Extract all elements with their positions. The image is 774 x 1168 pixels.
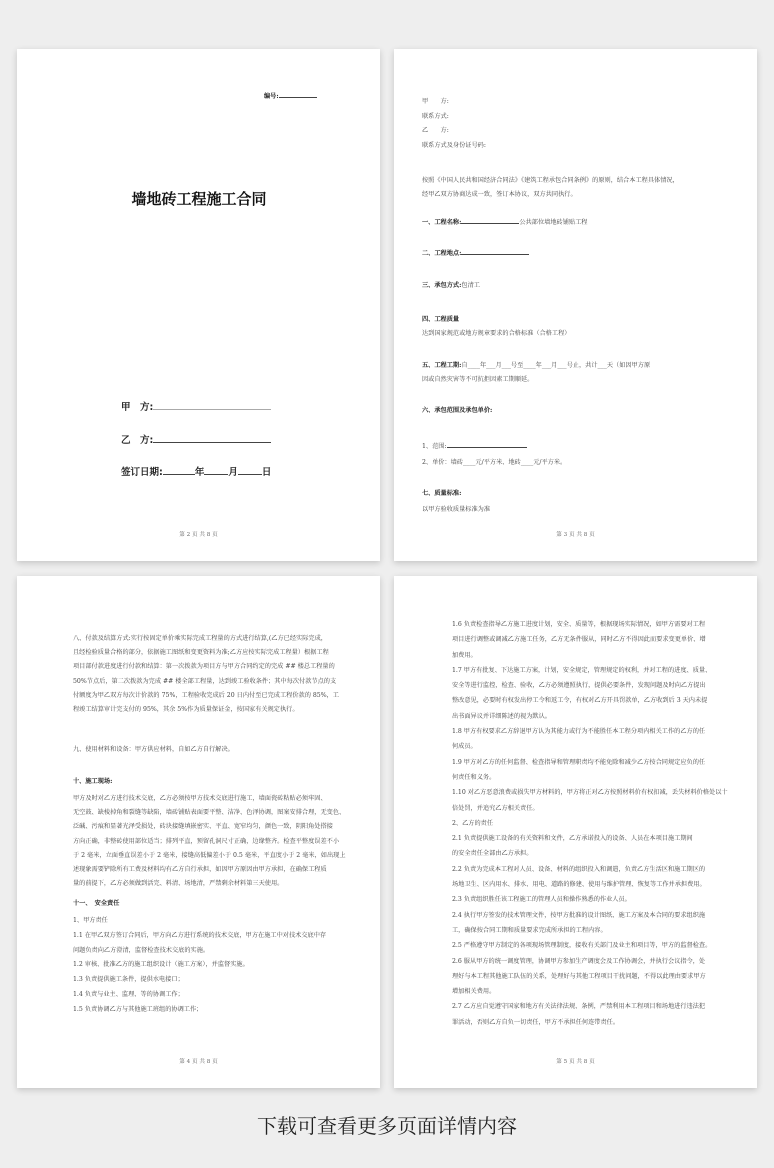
- download-caption: 下载可查看更多页面详情内容: [257, 1114, 517, 1138]
- page-footer: 第 3 页 共 8 页: [556, 532, 595, 538]
- section-3: 三、承包方式:包清工: [422, 282, 480, 289]
- intro-paragraph: 按照《中国人民共和国经济合同法》《建筑工程承包合同条例》的原则，结合本工程具体情况， 经甲乙双方协商达成一致，签订本协议，双方共同执行。: [422, 177, 679, 198]
- page-footer: 第 2 页 共 8 页: [179, 532, 218, 538]
- section-10-text: 甲方及时对乙方进行技术交底，乙方必须按甲方技术交底进行施工，墙面瓷砖粘贴必须牢固、 无空鼓、缺棱掉角和裂缝等缺陷，墙砖铺贴表面要平整、洁净、色泽协调，图案安排合理，无变色、 泛碱、污痕和显著光泽受损处，砖块接缝填嵌密实、平直、宽窄均匀，颜色一致，阴阳角处搭接 方向正确，非整砖使用部位适当；排列平直，预留孔洞尺寸正确，边缘整齐。检查平整度误差不小 于 2 毫米，立面垂直误差小于 2 毫米，接缝高低偏差小于 0.5 毫米，平直度小于 2 毫米，如出现上 述现象需要铲除所有工费及材料均有乙方自行承担，如因甲方原因由甲方承担，在确保工程质 量的前提下，乙方必须做到活完、料清、场地清，严禁剩余材料第三天使用。: [73, 795, 346, 888]
- contract-title: 墙地砖工程施工合同: [131, 190, 267, 208]
- responsibility-text: 1.6 负责检查指导乙方施工进度计划，安全、质量等，根据现场实际情况，如甲方需要对工程 项目进行调整或调减乙方施工任务，乙方无条件服从，同时乙方不得因此而要求变更单价、增 加费用。 1.7 甲方有批复、下达施工方案，计划，安全规定，管理规定的权利，并对工程的进度、质量、 安全等进行监控，检查、验收，乙方必须遵照执行，提供必要条件，发现问题及时向乙方提出 整改意见，必要时有权发出停工令和返工令，有权对乙方开具罚款单，乙方收到后 3 天内未提 出书面异议并详细陈述的视为默认。 1.8 甲方有权要求乙方辞退甲方认为其能力或行为不能胜任本工程分项内相关工作的乙方的任 何成员。 1.9 甲方对乙方的任何监督、检查指导和管理职责均不能免除和减少乙方按合同规定应负的任 何责任和义务。 1.10 对乙方恶意浪费或损失甲方材料的，甲方将正对乙方按照材料价有权扣减，丢失材料价格处以十 倍处罚，并追究乙方相关责任。 2、乙方的责任 2.1 负责提供施工设备的有关资料和文件，乙方承诺投入的设备、人员在本项目施工期间 的安全责任全部由乙方承担。 2.2 负责为完成本工程对人员、设备、材料的组织投入和调遣，负责乙方生活区和施工期区的 场地卫生、区内用水、排水、用电、道路的修建、使用与维护管理、恢复等工作并承担费用。 2.3 负责组织胜任该工程施工的管理人员和操作熟悉的作业人员。 2.4 执行甲方签发的技术管理文件，按甲方批准的设计图纸、施工方案及本合同的要求组织施 工，确保按合同工期和质量要求完成所承担的工程内容。 2.5 严格遵守甲方制定的各项现场管理制度，接收有关部门及业主和项目等，甲方的监督检查。 2.6 服从甲方的统一调度管理，协调甲方参加生产调度会及工作协调会，并执行会议指令，处 理好与本工程其他施工队伍的关系，处理好与其他工程项目干扰问题，不得以此理由要求甲方 增加相关费用。 2.7 乙方应自觉遵守国家和地方有关法律法规、条例，严禁利用本工程项目和场地进行违法犯 罪活动，否则乙方自负一切责任，甲方不承担任何连带责任。: [452, 621, 728, 1026]
- sign-date-line: 签订日期: 年 月 日: [121, 467, 272, 478]
- contract-page-4: [17, 576, 380, 1088]
- page-footer: 第 5 页 共 8 页: [556, 1059, 595, 1065]
- page-footer: 第 4 页 共 8 页: [179, 1059, 218, 1065]
- contract-number-label: 编号:: [264, 93, 317, 101]
- section-8: 八、付款及结算方式:实行按固定单价乘实际完成工程量的方式进行结算,(乙方已经实际完成， 且经检验质量合格的部分，依据施工图纸和变更资料为准;乙方应按实际完成工程量）根据工程 项目部付款进度进行付款和结算：第一次拨款为项目方与甲方合同约定的完成 ## 楼总工程量的 50%节点后，第二次拨款为完成 ## 楼全部工程量，达到竣工验收条件；其中每次付款节点的支 付额度为甲乙双方每次计价款的 75%，工程验收完成后 20 日内付至已完成工程价款的 85%，工 程竣工结算审计完支付的 95%，其余 5%作为质量保证金，按国家有关规定执行。: [73, 635, 339, 714]
- section-6-items: 1、范围: 2、单价：墙砖____元/平方米、地砖____元/平方米。: [422, 443, 567, 466]
- contract-page-3: [394, 49, 757, 561]
- parties-block: 甲 方: 联系方式: 乙 方: 联系方式及身份证号码:: [422, 98, 486, 149]
- party-a-line: 甲 方:: [121, 399, 271, 413]
- section-6-label: 六、承包范围及承包单价:: [422, 407, 493, 414]
- section-9: 九、使用材料和设备：甲方供应材料，自如乙方自行解决。: [73, 746, 234, 753]
- contract-page-5: [394, 576, 757, 1088]
- cover-page: [17, 49, 380, 561]
- section-4: 四、工程质量 达到国家规范或地方规章要求的合格标准（合格工程）: [422, 316, 571, 337]
- party-b-line: 乙 方:: [121, 432, 271, 446]
- section-10-label: 十、施工现场:: [73, 778, 113, 785]
- section-11-label: 十一、 安全责任: [73, 900, 120, 907]
- section-11-text: 1、甲方责任 1.1 在甲乙双方签订合同后，甲方向乙方进行系统的技术交底，甲方在施工中对技术交底中存 问题负责向乙方澄清，监督检查技术交底的实施。 1.2 审核、批准乙方的施工组织设计（施工方案），并监督实施。 1.3 负责提供施工条件，提供水电接口； 1.4 负责与业主、监理、等的协调工作； 1.5 负责协调乙方与其他施工班组的协调工作；: [73, 917, 327, 1013]
- section-5: 五、工程工期:自____年___月___号至____年___月___号止，共计___天（如因甲方原 因或自然灾害等不可抗拒因素工期顺延。: [422, 362, 651, 383]
- section-1: 一、工程名称: 公共部位墙地砖铺贴工程: [422, 219, 588, 226]
- section-7: 七、质量标准: 以甲方验收质量标准为准: [422, 490, 491, 513]
- section-2: 二、工程地点:: [422, 250, 529, 258]
